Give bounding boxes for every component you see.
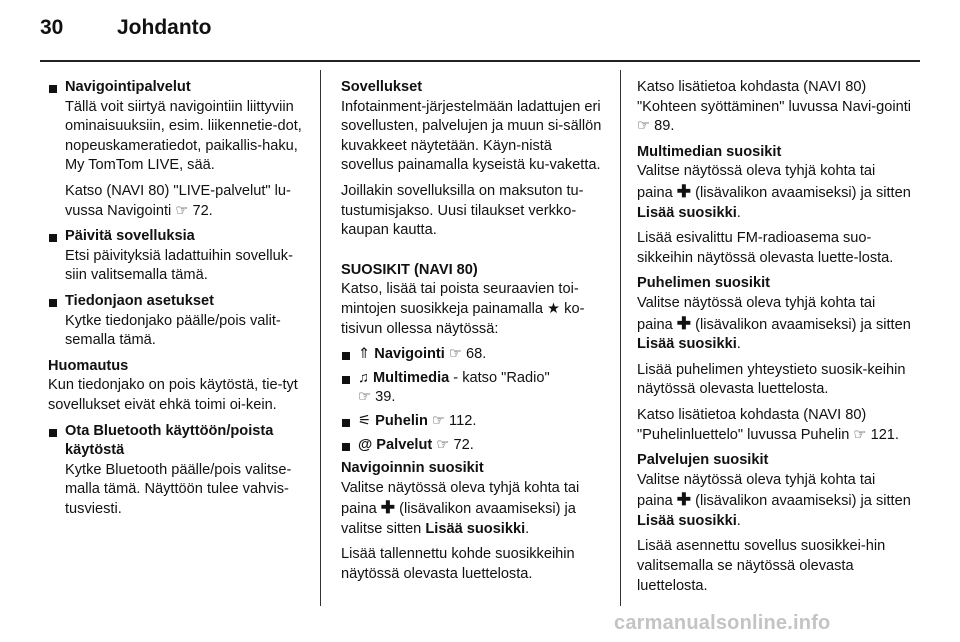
bullet-square-icon (49, 234, 57, 242)
header-rule (40, 60, 920, 62)
page-reference: ☞ 68. (448, 346, 487, 363)
paragraph: Etsi päivityksiä ladattuihin sovelluk-siin valitsemalla tämä. (65, 247, 293, 284)
list-item-navigation (341, 345, 606, 365)
paragraph: Katso lisätietoa kohdasta (NAVI 80) "Kohteen syöttäminen" luvussa Navi-gointi ☞ 89. (637, 79, 912, 135)
watermark: carmanualsonline.info (614, 612, 831, 634)
paragraph: Lisää asennettu sovellus suosikkei-hin valitsemalla se näytössä olevasta luettelosta. (637, 538, 886, 594)
bullet-square-icon (342, 376, 350, 384)
navigation-icon: ⇑ (358, 346, 371, 363)
bullet-navigation-services (48, 78, 310, 221)
list-item-text: - katso "Radio" (453, 369, 550, 386)
paragraph: Kytke Bluetooth päälle/pois valitse-malla tämä. Näyttöön tulee vahvis-tusviesti. (65, 461, 292, 517)
bullet-title: Tiedonjaon asetukset (65, 292, 214, 309)
page-reference: ☞ 72. (436, 436, 474, 453)
paragraph: Joillakin sovelluksilla on maksuton tu-tustumisjakso. Uusi tilaukset verkko-kaupan kautta. (341, 182, 584, 239)
list-item-label: Multimedia (373, 369, 450, 386)
page-reference: ☞ 39. (358, 389, 396, 406)
paragraph: Lisää esivalittu FM-radioasema suo-sikkeihin näytössä olevasta luette-losta. (637, 230, 894, 266)
page-reference: ☞ 112. (431, 412, 477, 429)
paragraph: Valitse näytössä oleva tyhjä kohta tai paina ✚ (lisävalikon avaamiseksi) ja sitten Lisää suosikki. (637, 294, 911, 353)
section-title-multimedia-favourites: Multimedian suosikit (637, 143, 782, 160)
paragraph: Katso, lisää tai poista seuraavien toi-mintojen suosikkeja painamalla ★ ko-tisivun ollessa näytössä: (341, 281, 585, 337)
section-title-services-favourites: Palvelujen suosikit (637, 452, 769, 469)
list-item-phone (341, 412, 606, 432)
list-item-services (341, 436, 606, 456)
column-divider-1 (320, 70, 321, 606)
plus-icon: ✚ (380, 498, 396, 518)
at-icon: @ (358, 436, 373, 453)
note-text: Kun tiedonjako on pois käytöstä, tie-tyt sovellukset eivät ehkä toimi oi-kein. (48, 377, 298, 413)
section-title-nav-favourites: Navigoinnin suosikit (341, 460, 484, 477)
section-title-favourites: SUOSIKIT (NAVI 80) (341, 261, 478, 278)
paragraph: Valitse näytössä oleva tyhjä kohta tai paina ✚ (lisävalikon avaamiseksi) ja valitse sitten Lisää suosikki. (341, 479, 580, 537)
bullet-bluetooth (48, 422, 310, 520)
paragraph: Lisää tallennettu kohde suosikkeihin näytössä olevasta luettelosta. (341, 546, 575, 583)
bullet-title: Päivitä sovelluksia (65, 228, 195, 245)
bullet-square-icon (342, 443, 350, 451)
column-1 (48, 78, 310, 525)
bullet-square-icon (49, 299, 57, 307)
section-title-apps: Sovellukset (341, 79, 423, 95)
list-item-label: Palvelut (376, 436, 433, 453)
page-title: Johdanto (117, 16, 212, 39)
section-title-phone-favourites: Puhelimen suosikit (637, 275, 770, 292)
music-note-icon: ♫ (358, 369, 369, 386)
column-2 (341, 78, 606, 591)
column-3 (637, 78, 914, 602)
bullet-title: Ota Bluetooth käyttöön/poista käytöstä (65, 422, 274, 459)
paragraph: Kytke tiedonjako päälle/pois valit-semalla tämä. (65, 312, 281, 349)
list-item-label: Navigointi (374, 346, 445, 363)
paragraph: Lisää puhelimen yhteystieto suosik-keihin näytössä olevasta luettelosta. (637, 361, 906, 398)
plus-icon: ✚ (676, 313, 692, 333)
paragraph: Valitse näytössä oleva tyhjä kohta tai paina ✚ (lisävalikon avaamiseksi) ja sitten Lisää suosikki. (637, 471, 911, 529)
bullet-data-sharing (48, 292, 310, 351)
paragraph: Katso (NAVI 80) "LIVE-palvelut" lu-vussa Navigointi ☞ 72. (65, 182, 291, 219)
column-divider-2 (620, 70, 621, 606)
plus-icon: ✚ (676, 181, 692, 201)
bullet-update-apps (48, 227, 310, 286)
paragraph: Valitse näytössä oleva tyhjä kohta tai paina ✚ (lisävalikon avaamiseksi) ja sitten Lisää suosikki. (637, 163, 911, 221)
list-item-multimedia (341, 369, 606, 408)
bullet-square-icon (49, 429, 57, 437)
bullet-square-icon (49, 85, 57, 93)
list-item-label: Puhelin (375, 412, 428, 429)
paragraph: Tällä voit siirtyä navigointiin liittyviin ominaisuuksiin, esim. liikennetie-dot, nopeuskameratiedot, paikallis-haku, My TomTom LIVE, sää. (65, 98, 302, 174)
phone-icon: ⚟ (358, 412, 372, 429)
bullet-title: Navigointipalvelut (65, 79, 191, 95)
paragraph: Katso lisätietoa kohdasta (NAVI 80) "Puhelinluettelo" luvussa Puhelin ☞ 121. (637, 406, 899, 443)
plus-icon: ✚ (676, 490, 692, 510)
page-number: 30 (40, 16, 64, 39)
bullet-square-icon (342, 419, 350, 427)
paragraph: Infotainment-järjestelmään ladattujen eri sovellusten, palvelujen ja muun si-sällön kuvakkeet näytetään. Käyn-nistä sovellus painamalla kyseistä ku-vaketta. (341, 98, 602, 174)
note-title: Huomautus (48, 357, 129, 374)
bullet-square-icon (342, 352, 350, 360)
